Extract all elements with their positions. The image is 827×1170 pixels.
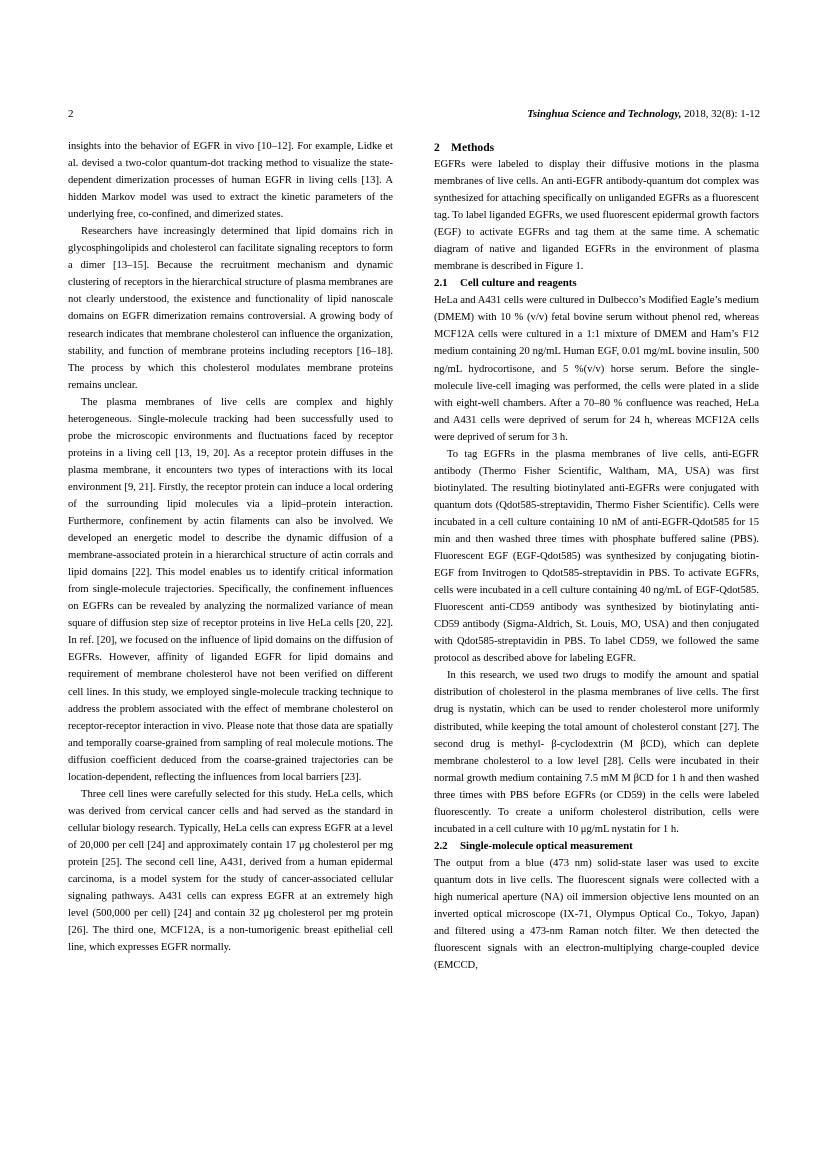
body-columns: [68, 138, 760, 1068]
paragraph-methods-intro: EGFRs were labeled to display their diffusive motions in the plasma membranes of live cells. An anti-EGFR antibody-quantum dot complex was synthesized for attaching specifically on unliganded EGFRs as a fluorescent tag. To label liganded EGFRs, we used fluorescent epidermal growth factors (EGF) to activate EGFRs and tag them at the same time. A schematic diagram of native and liganded EGFRs in the environment of plasma membrane is described in Figure 1.: [434, 159, 759, 273]
paragraph-cell-lines: Three cell lines were carefully selected for this study. HeLa cells, which was derived from cervical cancer cells and had served as the standard in cellular biology research. Typically, HeLa cells can express EGFR at a level of 20,000 per cell [24] and approximately contain 17 μg cholesterol per mg protein [25]. The second cell line, A431, derived from a human epidermal carcinoma, is a model system for the study of cancer-associated cellular signaling pathways. A431 cells can express EGFR at an extremely high level (500,000 per cell) [24] and contain 32 μg cholesterol per mg protein [26]. The third one, MCF12A, is a non-tumorigenic breast epithelial cell line, which expresses EGFR normally.: [68, 788, 393, 954]
paragraph-cell-culture: HeLa and A431 cells were cultured in Dulbecco’s Modified Eagle’s medium (DMEM) with 10 % (v/v) fetal bovine serum without phenol red, whereas MCF12A cells were cultured in a 1:1 mixture of DMEM and Ham’s F12 medium containing 20 ng/mL Human EGF, 0.01 mg/mL bovine insulin, 500 ng/mL hydrocortisone, and 5 %(v/v) horse serum. Before the single-molecule live-cell imaging was performed, the cells were plated in a slide with eight-well chambers. After a 70–80 % confluence was reached, HeLa and A431 cells were deprived of serum for 24 h, whereas MCF12A cells were deprived of serum for 3 h.: [434, 295, 759, 443]
journal-issue: 2018, 32(8): 1-12: [684, 108, 760, 120]
paragraph-drugs: In this research, we used two drugs to modify the amount and spatial distribution of cholesterol in the plasma membranes of live cells. The first drug is nystatin, which can be used to render cholesterol more uniformly distributed, while keeping the total amount of cholesterol constant [27]. The second drug is methyl- β-cyclodextrin (M βCD), which can deplete membrane cholesterol to a low level [28]. Cells were incubated in their normal growth medium containing 7.5 mM M βCD for 1 h and then washed three times with PBS before EGFRs (or CD59) in the cells were labeled fluorescently. To create a uniform cholesterol distribution, cells were incubated in a cell culture with 10 μg/mL nystatin for 1 h.: [434, 670, 759, 835]
left-column: [68, 138, 393, 1068]
paragraph-optical-measurement: The output from a blue (473 nm) solid-state laser was used to excite quantum dots in live cells. The fluorescent signals were collected with a high numerical aperture (NA) oil immersion objective lens mounted on an inverted optical microscope (IX-71, Olympus Optical Co., Tokyo, Japan) and filtered using a 473-nm Raman notch filter. We then detected the fluorescent signals with an electron-multiplying charge-coupled device (EMCCD,: [434, 857, 759, 972]
paragraph-lipid-domains: Researchers have increasingly determined that lipid domains rich in glycosphingolipids and cholesterol can facilitate signaling receptors to form a dimer [13–15]. Because the recruitment mechanism and dynamic clustering of receptors in the hierarchical structure of plasma membranes are not clearly understood, the existence and functionality of lipid nanoscale domains on EGFR dimerization remains controversial. A growing body of research indicates that membrane cholesterol can influence the organization, stability, and function of membrane proteins including receptors [16–18]. The process by which this cholesterol modulates membrane proteins remains unclear.: [68, 226, 393, 391]
paragraph-plasma-membranes: The plasma membranes of live cells are complex and highly heterogeneous. Single-molecule tracking had been successfully used to probe the microscopic environments and fluctuations faced by receptor proteins in a living cell [13, 19, 20]. As a receptor protein diffuses in the plasma membrane, it encounters two types of interactions with its local environment [9, 21]. Firstly, the receptor protein can induce a local ordering of the surrounding lipid molecules via a lipid–protein interaction. Furthermore, confinement by actin filaments can also be involved. We developed an energetic model to describe the dynamic diffusion of a membrane-associated protein in a hierarchical structure of actin corrals and lipid domains [22]. This model enables us to identify critical information from single-molecule trajectories. Specifically, the confinement influences on EGFRs can be revealed by analyzing the normalized variance of mean square of diffusion step size of receptor proteins in live HeLa cells [20, 22]. In ref. [20], we focused on the influence of lipid domains on the diffusion of EGFRs. However, affinity of liganded EGFR for lipid domains and requirement of membrane cholesterol have not been verified on different cell lines. In this study, we employed single-molecule tracking technique to address the problem associated with the effect of membrane cholesterol on receptor-receptor interaction in vivo. Please note that those data are spatially and temporally coarse-grained from sampling of real molecule motions. The diffusion coefficient deduced from the coarse-grained trajectories can be location-dependent, reflecting the influences from local barriers [23].: [68, 396, 393, 783]
running-head: [68, 108, 760, 120]
subsection-title: Single-molecule optical measurement: [460, 839, 633, 852]
journal-citation: [527, 108, 760, 120]
section-heading-methods: [434, 138, 759, 156]
right-column: [434, 138, 759, 1068]
subsection-number: 2.2: [434, 839, 448, 852]
paragraph-tag-egfr: To tag EGFRs in the plasma membranes of live cells, anti-EGFR antibody (Thermo Fisher Scientific, Waltham, MA, USA) was first biotinylated. The resulting biotinylated anti-EGFRs were conjugated with quantum dots (Qdot585-streptavidin, Thermo Fisher Scientific). Cells were incubated in a cell culture containing 10 nM of anti-EGFR-Qdot585 for 15 min and then washed three times with phosphate buffered saline (PBS). Fluorescent EGF (EGF-Qdot585) was synthesized by conjugating biotin-EGF from Invitrogen to Qdot585-streptavidin in PBS. To activate EGFRs, cells were incubated in a cell culture containing 40 ng/mL of EGF-Qdot585. Fluorescent anti-CD59 antibody was synthesized by biotinylating anti-CD59 antibody (Sigma-Aldrich, St. Louis, MO, USA) and then conjugated with Qdot585-streptavidin in PBS. To label CD59, we followed the same protocol as described above for labeling EGFR.: [434, 448, 759, 665]
subsection-number: 2.1: [434, 277, 448, 290]
subsection-heading-cell-culture: [434, 275, 759, 292]
subsection-title: Cell culture and reagents: [460, 277, 577, 290]
page-number: 2: [68, 108, 74, 120]
section-title: Methods: [451, 141, 495, 154]
journal-title: Tsinghua Science and Technology,: [527, 108, 682, 120]
section-number: 2: [434, 141, 440, 154]
subsection-heading-optical-measurement: [434, 838, 759, 855]
paragraph-egfr-invivo: insights into the behavior of EGFR in vivo [10–12]. For example, Lidke et al. devised a two-color quantum-dot tracking method to visualize the state-dependent dimerization processes of human EGFR in living cells [13]. A hidden Markov model was used to extract the kinetic parameters of the underlying free, co-confined, and dimerized states.: [68, 141, 393, 221]
